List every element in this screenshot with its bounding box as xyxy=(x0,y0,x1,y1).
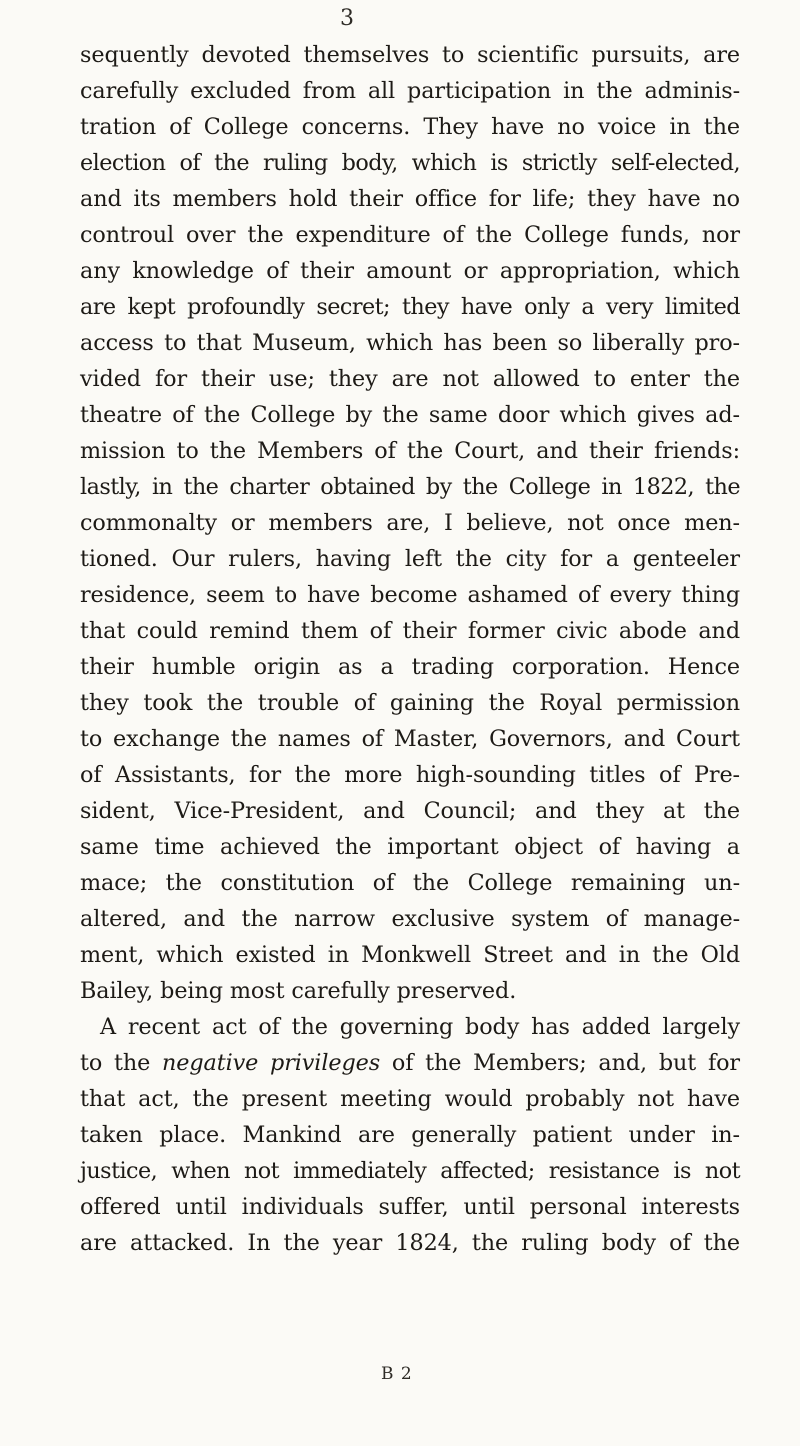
text-line: election of the ruling body, which is strictly self-elected, xyxy=(80,150,740,176)
text-line: offered until individuals suffer, until personal interests xyxy=(80,1194,740,1220)
text-fragment: of the Members; and, but for xyxy=(380,1050,740,1076)
text-line: they took the trouble of gaining the Royal permission xyxy=(80,690,740,716)
text-line: ment, which existed in Monkwell Street and in the Old xyxy=(80,942,740,968)
text-line: sequently devoted themselves to scientific pursuits, are xyxy=(80,42,740,68)
text-line: taken place. Mankind are generally patient under in- xyxy=(80,1122,740,1148)
text-line: are attacked. In the year 1824, the ruling body of the xyxy=(80,1230,740,1256)
text-line: controul over the expenditure of the College funds, nor xyxy=(80,222,740,248)
text-line: mace; the constitution of the College remaining un- xyxy=(80,870,740,896)
text-line: access to that Museum, which has been so liberally pro- xyxy=(80,330,740,356)
text-line: their humble origin as a trading corporation. Hence xyxy=(80,654,740,680)
text-line: to exchange the names of Master, Governors, and Court xyxy=(80,726,740,752)
text-line: mission to the Members of the Court, and their friends: xyxy=(80,438,740,464)
text-line: same time achieved the important object of having a xyxy=(80,834,740,860)
text-line: sident, Vice-President, and Council; and they at the xyxy=(80,798,740,824)
text-line: commonalty or members are, I believe, not once men- xyxy=(80,510,740,536)
text-line: are kept profoundly secret; they have only a very limited xyxy=(80,294,740,320)
page-number: 3 xyxy=(340,6,354,31)
text-line: of Assistants, for the more high-sounding titles of Pre- xyxy=(80,762,740,788)
text-line: vided for their use; they are not allowed to enter the xyxy=(80,366,740,392)
text-line: altered, and the narrow exclusive system of manage- xyxy=(80,906,740,932)
text-line: tration of College concerns. They have no voice in the xyxy=(80,114,740,140)
text-line: lastly, in the charter obtained by the College in 1822, the xyxy=(80,474,740,500)
italic-phrase: negative privileges xyxy=(162,1050,381,1076)
text-line: that act, the present meeting would probably not have xyxy=(80,1086,740,1112)
text-line: any knowledge of their amount or appropriation, which xyxy=(80,258,740,284)
text-line: carefully excluded from all participation in the adminis- xyxy=(80,78,740,104)
text-fragment: to the xyxy=(80,1050,163,1076)
text-line: theatre of the College by the same door which gives ad- xyxy=(80,402,740,428)
text-line: that could remind them of their former civic abode and xyxy=(80,618,740,644)
text-line: tioned. Our rulers, having left the city for a genteeler xyxy=(80,546,740,572)
text-line: and its members hold their office for life; they have no xyxy=(80,186,740,212)
text-line: Bailey, being most carefully preserved. xyxy=(80,978,517,1004)
signature-mark: B 2 xyxy=(381,1364,413,1384)
text-line: justice, when not immediately affected; resistance is not xyxy=(80,1158,740,1184)
body-text xyxy=(80,37,740,1261)
text-line: residence, seem to have become ashamed of every thing xyxy=(80,582,740,608)
paragraph-first-line: A recent act of the governing body has added largely xyxy=(100,1014,740,1040)
text-line-with-italic xyxy=(80,1045,740,1081)
